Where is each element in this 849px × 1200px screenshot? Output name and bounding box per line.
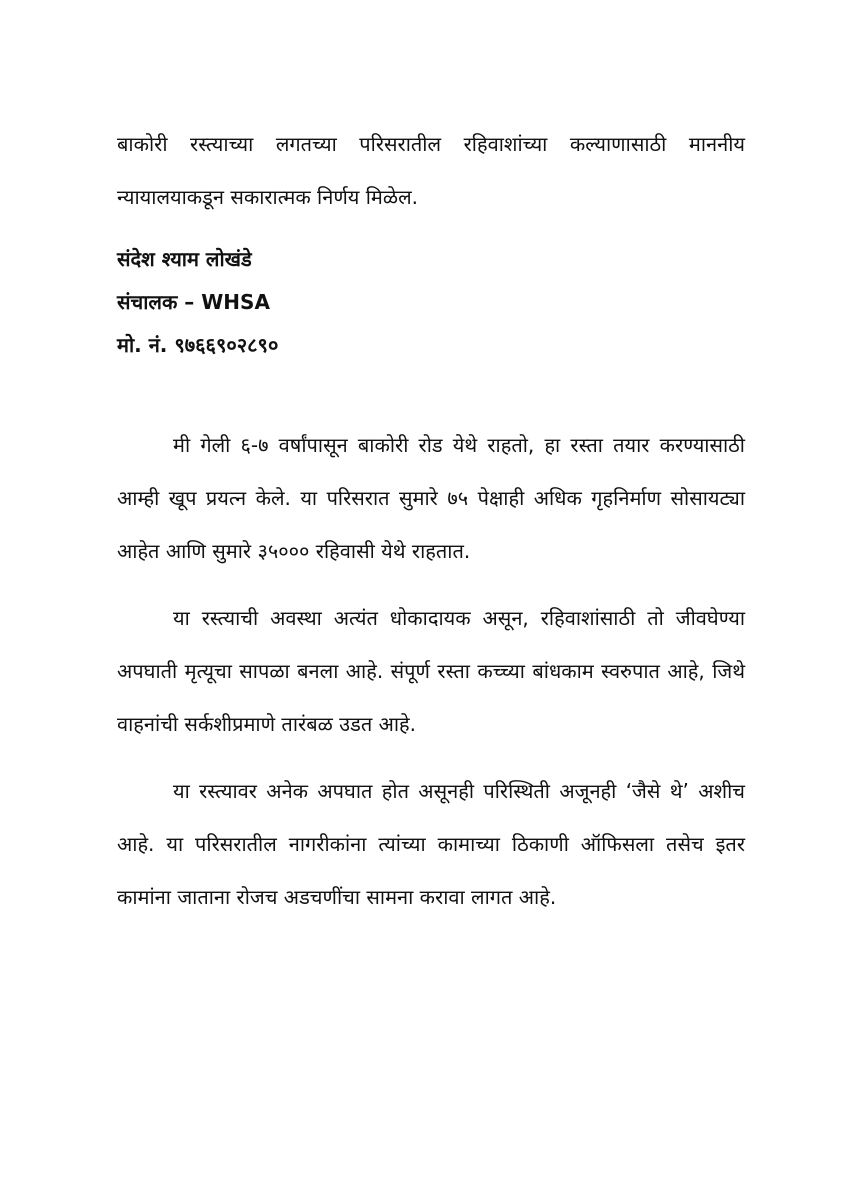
- document-page: [117, 118, 745, 924]
- body-paragraph-1: मी गेली ६-७ वर्षांपासून बाकोरी रोड येथे राहतो, हा रस्ता तयार करण्यासाठी आम्ही खूप प्रयत्न केले. या परिसरात सुमारे ७५ पेक्षाही अधिक गृहनिर्माण सोसायट्या आहेत आणि सुमारे ३५००० रहिवासी येथे राहतात.: [117, 433, 745, 563]
- body-paragraph-2: या रस्त्याची अवस्था अत्यंत धोकादायक असून, रहिवाशांसाठी तो जीवघेण्या अपघाती मृत्यूचा सापळा बनला आहे. संपूर्ण रस्ता कच्च्या बांधकाम स्वरुपात आहे, जिथे वाहनांची सर्कशीप्रमाणे तारंबळ उडत आहे.: [117, 606, 745, 736]
- intro-closing-paragraph: बाकोरी रस्त्याच्या लगतच्या परिसरातील रहिवाशांच्या कल्याणासाठी माननीय न्यायालयाकडून सकारात्मक निर्णय मिळेल.: [117, 132, 745, 209]
- signatory-phone: मो. नं. ९७६६९०२८९०: [117, 333, 279, 357]
- signatory-title: संचालक – WHSA: [117, 290, 270, 314]
- body-paragraph-3: या रस्त्यावर अनेक अपघात होत असूनही परिस्थिती अजूनही ‘जैसे थे’ अशीच आहे. या परिसरातील नागरीकांना त्यांच्या कामाच्या ठिकाणी ऑफिसला तसेच इतर कामांना जाताना रोजच अडचणींचा सामना करावा लागत आहे.: [117, 779, 745, 909]
- signatory-name: संदेश श्याम लोखंडे: [117, 247, 252, 271]
- signature-block: [117, 238, 745, 367]
